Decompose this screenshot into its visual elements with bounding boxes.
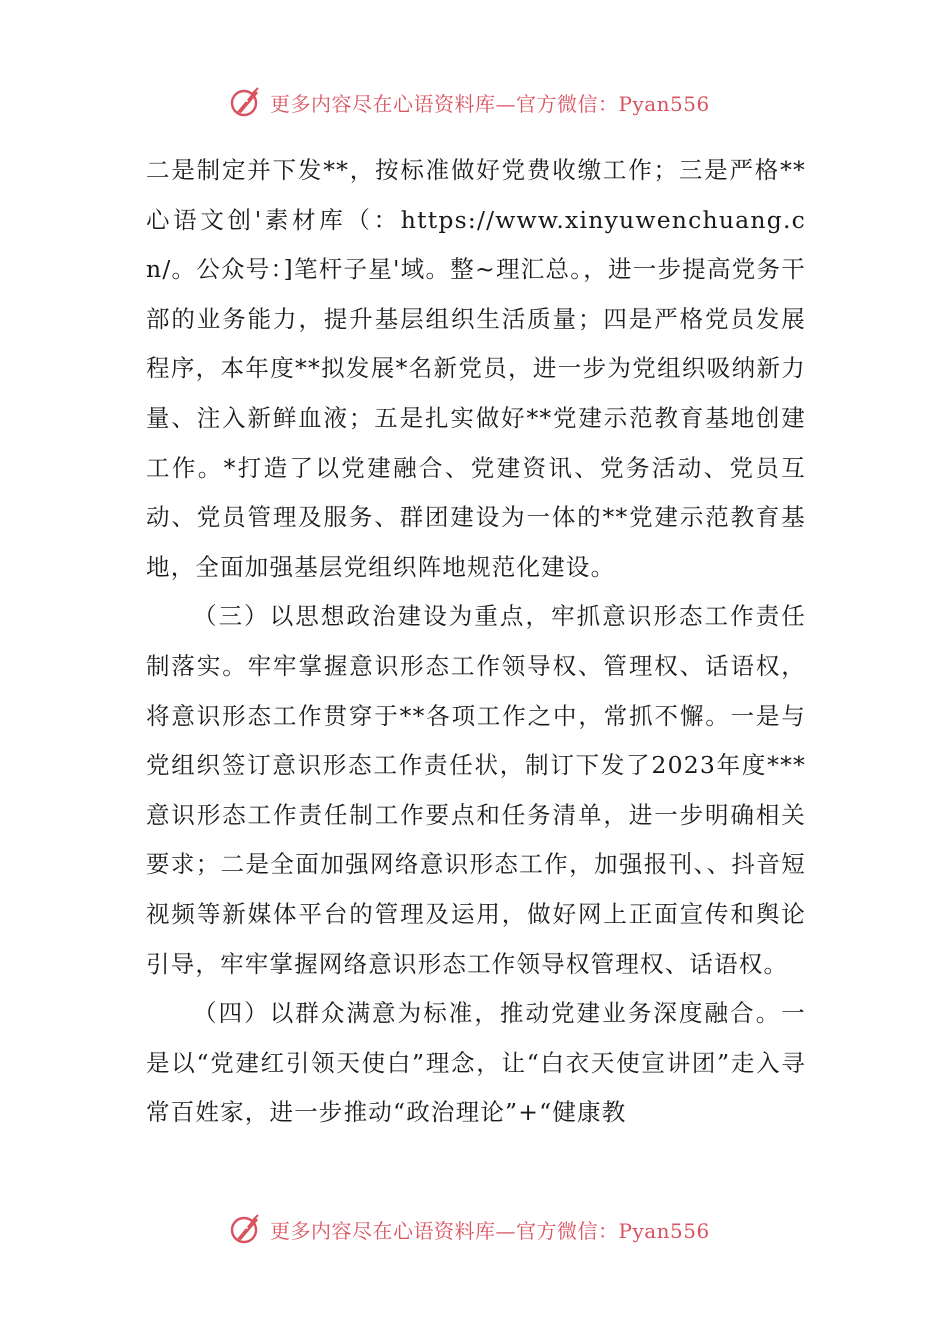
header-banner xyxy=(228,84,710,120)
header-banner-text: 更多内容尽在心语资料库—官方微信：Pyan556 xyxy=(270,91,710,116)
document-body xyxy=(146,146,806,1138)
paragraph-continuation: 二是制定并下发**，按标准做好党费收缴工作；三是严格**心语文创'素材库（：https://www.xinyuwenchuang.cn/。公众号：]笔杆子星'域。整~理汇总。，进一步提高党务干部的业务能力，提升基层组织生活质量；四是严格党员发展程序，本年度**拟发展*名新党员，进一步为党组织吸纳新力量、注入新鲜血液；五是扎实做好**党建示范教育基地创建工作。*打造了以党建融合、党建资讯、党务活动、党员互动、党员管理及服务、群团建设为一体的**党建示范教育基地，全面加强基层党组织阵地规范化建设。 xyxy=(146,156,806,581)
paragraph-section-three: （三）以思想政治建设为重点，牢抓意识形态工作责任制落实。牢牢掌握意识形态工作领导权、管理权、话语权，将意识形态工作贯穿于**各项工作之中，常抓不懈。一是与党组织签订意识形态工作责任状，制订下发了2023年度***意识形态工作责任制工作要点和任务清单，进一步明确相关要求；二是全面加强网络意识形态工作，加强报刊、、抖音短视频等新媒体平台的管理及运用，做好网上正面宣传和舆论引导，牢牢掌握网络意识形态工作领导权管理权、话语权。 xyxy=(146,602,806,978)
footer-banner xyxy=(228,1211,710,1247)
footer-banner-text: 更多内容尽在心语资料库—官方微信：Pyan556 xyxy=(270,1218,710,1243)
quill-pen-logo-icon xyxy=(228,1212,262,1246)
paragraph-section-four: （四）以群众满意为标准，推动党建业务深度融合。一是以“党建红引领天使白”理念，让“白衣天使宣讲团”走入寻常百姓家，进一步推动“政治理论”+“健康教 xyxy=(146,999,806,1127)
quill-pen-logo-icon xyxy=(228,85,262,119)
